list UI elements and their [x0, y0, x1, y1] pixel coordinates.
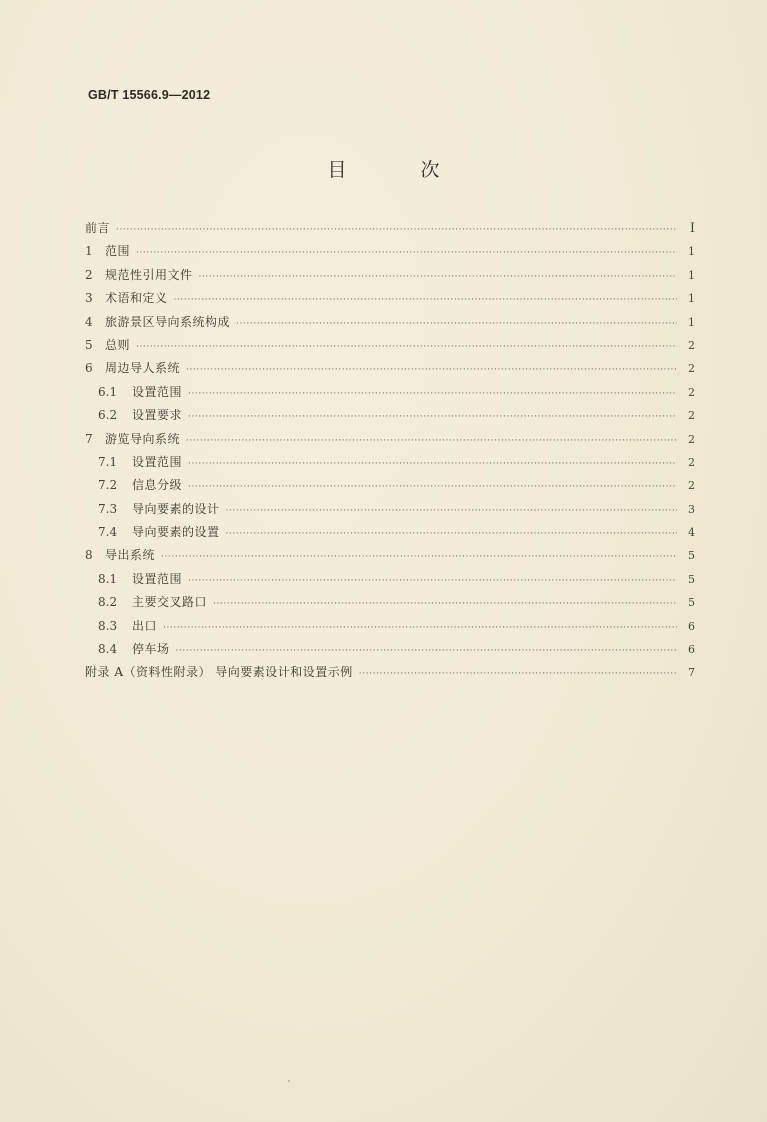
toc-dot-leader — [161, 552, 677, 562]
toc-entry[interactable] — [85, 663, 695, 686]
toc-entry-title: 导向要素的设置 — [132, 525, 220, 540]
toc-entry-title: 范围 — [105, 244, 131, 259]
toc-entry-page: 1 — [688, 292, 695, 306]
toc-entry-number: 7.2 — [98, 478, 118, 493]
toc-entry-page: 7 — [688, 666, 695, 680]
toc-entry[interactable] — [85, 383, 695, 406]
toc-entry-page: 5 — [688, 549, 695, 563]
toc-entry[interactable] — [85, 523, 695, 546]
paper-speck — [288, 1080, 290, 1082]
toc-entry-page: 2 — [688, 409, 695, 423]
toc-dot-leader — [359, 669, 677, 679]
toc-entry-number: 1 — [85, 244, 93, 259]
toc-entry-number: 8.4 — [98, 642, 118, 657]
toc-entry-number: 3 — [85, 291, 93, 306]
toc-entry-number: 6.2 — [98, 408, 118, 423]
toc-entry-page: 5 — [688, 572, 695, 586]
toc-entry-title: 设置范围 — [132, 571, 183, 586]
toc-entry-page: 2 — [688, 455, 695, 469]
toc-entry-title: 术语和定义 — [105, 291, 168, 306]
toc-dot-leader — [188, 576, 677, 586]
toc-entry[interactable] — [85, 289, 695, 312]
toc-entry-title: 导出系统 — [105, 548, 156, 563]
toc-entry[interactable] — [85, 546, 695, 569]
toc-entry-number: 5 — [85, 337, 93, 352]
toc-dot-leader — [236, 319, 677, 329]
toc-entry-page: 1 — [688, 315, 695, 329]
toc-entry[interactable] — [85, 453, 695, 476]
toc-dot-leader — [199, 272, 677, 282]
toc-entry-title: 游览导向系统 — [105, 431, 181, 446]
toc-dot-leader — [174, 295, 677, 305]
toc-entry[interactable] — [85, 219, 695, 242]
toc-entry-page: 2 — [688, 338, 695, 352]
toc-dot-leader — [163, 623, 677, 633]
toc-entry-title: 旅游景区导向系统构成 — [105, 314, 231, 329]
toc-entry[interactable] — [85, 476, 695, 499]
toc-entry-number: 2 — [85, 267, 93, 282]
toc-entry-number: 6 — [85, 361, 93, 376]
toc-entry-page: 5 — [688, 596, 695, 610]
toc-entry[interactable] — [85, 336, 695, 359]
toc-dot-leader — [226, 529, 677, 539]
table-of-contents — [85, 219, 695, 687]
toc-entry-page: 1 — [688, 268, 695, 282]
toc-entry-title: 设置要求 — [132, 408, 183, 423]
toc-dot-leader — [188, 412, 677, 422]
toc-entry-number: 7.4 — [98, 525, 118, 540]
toc-entry-title: 出口 — [132, 618, 158, 633]
toc-entry-title: 设置范围 — [132, 384, 183, 399]
toc-entry[interactable] — [85, 500, 695, 523]
toc-entry[interactable] — [85, 406, 695, 429]
toc-entry-title: 设置范围 — [132, 454, 183, 469]
toc-entry-page: 2 — [688, 432, 695, 446]
toc-dot-leader — [136, 248, 677, 258]
toc-entry[interactable] — [85, 617, 695, 640]
toc-entry-title: 信息分级 — [132, 478, 183, 493]
toc-entry-number: 8 — [85, 548, 93, 563]
toc-entry-page: Ⅰ — [689, 221, 695, 236]
toc-dot-leader — [186, 436, 677, 446]
toc-entry[interactable] — [85, 313, 695, 336]
toc-entry-title: 规范性引用文件 — [105, 267, 193, 282]
toc-entry-page: 2 — [688, 362, 695, 376]
toc-entry-number: 7.1 — [98, 454, 118, 469]
toc-dot-leader — [186, 365, 677, 375]
toc-dot-leader — [188, 459, 677, 469]
toc-dot-leader — [136, 342, 677, 352]
toc-entry-number: 4 — [85, 314, 93, 329]
toc-dot-leader — [188, 389, 677, 399]
toc-entry-title: 停车场 — [132, 642, 170, 657]
toc-entry[interactable] — [85, 242, 695, 265]
toc-entry-number: 7 — [85, 431, 93, 446]
toc-entry-title: 附录 A（资料性附录） 导向要素设计和设置示例 — [85, 665, 353, 680]
toc-entry-page: 6 — [688, 619, 695, 633]
toc-entry[interactable] — [85, 266, 695, 289]
toc-entry-page: 4 — [688, 526, 695, 540]
toc-entry-title: 主要交叉路口 — [132, 595, 208, 610]
toc-dot-leader — [226, 506, 677, 516]
toc-dot-leader — [116, 225, 677, 235]
toc-dot-leader — [176, 646, 677, 656]
toc-entry-page: 2 — [688, 479, 695, 493]
toc-entry[interactable] — [85, 359, 695, 382]
toc-entry[interactable] — [85, 640, 695, 663]
standard-code: GB/T 15566.9—2012 — [88, 88, 211, 102]
page-title: 目 次 — [327, 159, 474, 181]
toc-entry[interactable] — [85, 593, 695, 616]
toc-entry-number: 7.3 — [98, 501, 118, 516]
toc-dot-leader — [213, 599, 677, 609]
toc-entry-title: 导向要素的设计 — [132, 501, 220, 516]
toc-entry-number: 8.1 — [98, 571, 118, 586]
toc-entry-number: 8.3 — [98, 618, 118, 633]
toc-entry-page: 1 — [688, 245, 695, 259]
toc-entry[interactable] — [85, 430, 695, 453]
toc-entry[interactable] — [85, 570, 695, 593]
toc-entry-title: 总则 — [105, 337, 131, 352]
toc-entry-page: 6 — [688, 643, 695, 657]
toc-entry-page: 3 — [688, 502, 695, 516]
toc-dot-leader — [188, 482, 677, 492]
toc-entry-title: 前言 — [85, 221, 111, 235]
toc-entry-title: 周边导人系统 — [105, 361, 181, 376]
toc-entry-number: 8.2 — [98, 595, 118, 610]
toc-entry-page: 2 — [688, 385, 695, 399]
toc-entry-number: 6.1 — [98, 384, 118, 399]
